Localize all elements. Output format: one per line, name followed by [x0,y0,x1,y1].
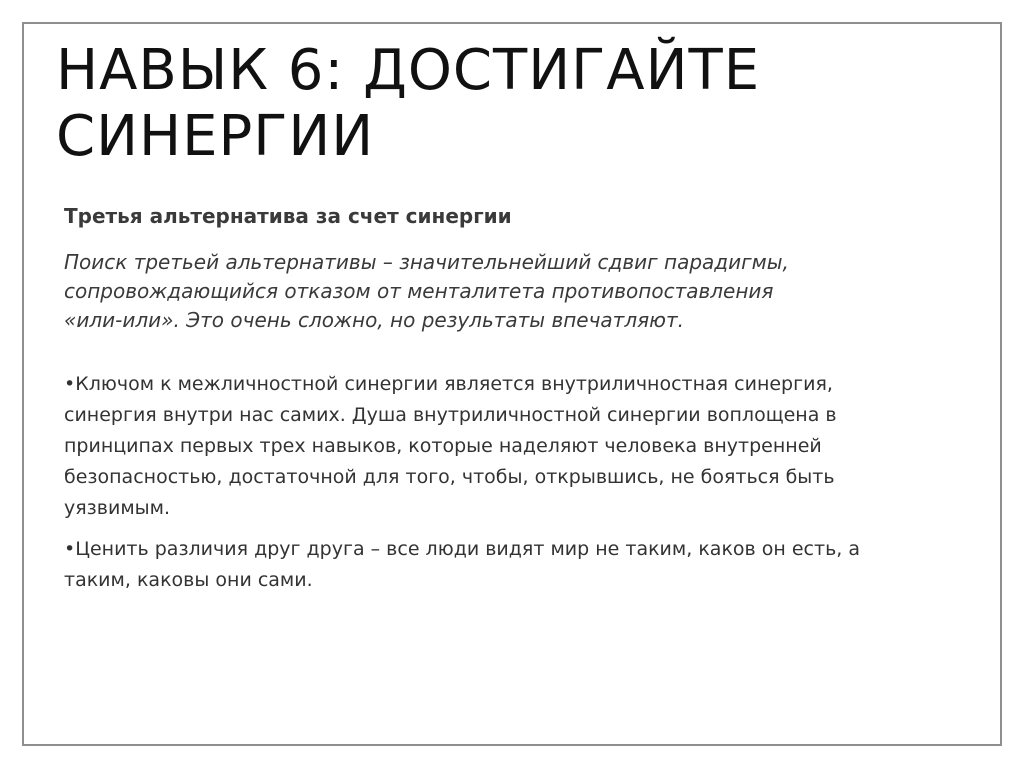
bullet-item [64,534,904,596]
bullet-text: Ключом к межличностной синергии является внутриличностная синергия, синергия внутри нас самих. Душа внутриличностной синергии воплощена в принципах первых трех навыков, которые наделяют человека внутренней безопасностью, достаточной для того, чтобы, открывшись, не бояться быть уязвимым. [64,373,837,519]
subheading: Третья альтернатива за счет синергии [64,204,512,228]
slide-title: НАВЫК 6: ДОСТИГАЙТЕ СИНЕРГИИ [56,38,761,169]
slide-content [64,202,924,606]
bullet-marker: • [64,538,76,560]
bullet-marker: • [64,373,76,395]
bullet-text: Ценить различия друг друга – все люди видят мир не таким, каков он есть, а таким, каковы они сами. [64,538,860,591]
italic-paragraph: Поиск третьей альтернативы – значительнейший сдвиг парадигмы, сопровождающийся отказом от менталитета противопоставления «или-или». Это очень сложно, но результаты впечатляют. [64,250,789,332]
bullet-item [64,369,904,524]
